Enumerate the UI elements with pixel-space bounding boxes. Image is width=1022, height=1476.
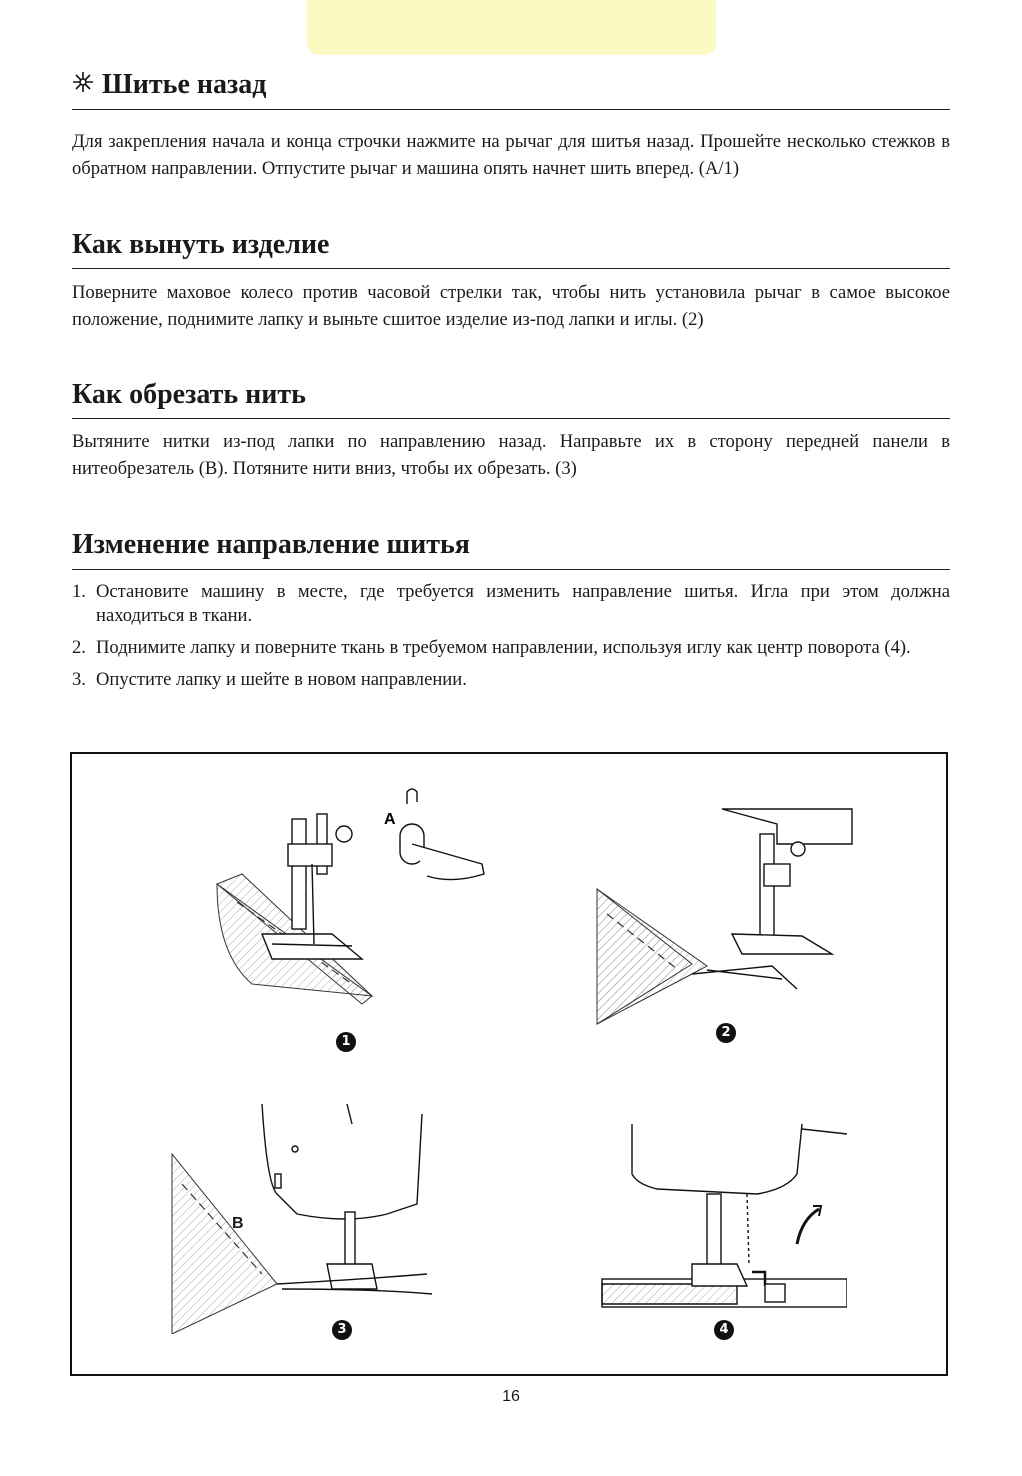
header-tab [307,0,716,55]
figure-badge-3: 3 [332,1320,352,1340]
section-title-text: Шитье назад [102,69,267,100]
section-title-change-direction: Изменение направление шитья [72,529,470,560]
section-text-remove-fabric: Поверните маховое колесо против часовой стрелки так, чтобы нить установила рычаг в самое высокое положение, поднимите лапку и выньте сшитое изделие из-под лапки и иглы. (2) [72,282,950,330]
reverse-lever-icon [400,789,484,880]
list-item: 1. Остановите машину в месте, где требуется изменить направление шитья. Игла при этом должна находиться в ткани. [72,581,950,626]
steps-list [72,580,950,700]
compass-star-icon [72,68,94,102]
figure-1-reverse-sewing [212,784,512,1014]
section-title-cut-thread: Как обрезать нить [72,379,306,410]
figure-2-remove-fabric [592,804,862,1034]
label-b: B [232,1215,244,1232]
divider [72,418,950,419]
divider [72,268,950,269]
section-title-sewing-back [72,68,266,102]
divider [72,569,950,570]
figure-4-change-direction [597,1114,847,1324]
section-text-cut-thread: Вытяните нитки из-под лапки по направлению назад. Направьте их в сторону передней панели в нитеобрезатель (В). Потяните нити вниз, чтобы их обрезать. (3) [72,431,950,479]
divider [72,109,950,110]
figure-badge-1: 1 [336,1032,356,1052]
section-title-remove-fabric: Как вынуть изделие [72,229,330,260]
section-text-sewing-back: Для закрепления начала и конца строчки нажмите на рычаг для шитья назад. Прошейте несколько стежков в обратном направлении. Отпустите рычаг и машина опять начнет шить вперед. (А/1) [72,131,950,179]
figure-badge-4: 4 [714,1320,734,1340]
illustrations-frame [70,752,948,1376]
figure-badge-2: 2 [716,1023,736,1043]
page-number: 16 [502,1388,520,1405]
label-a: A [384,811,396,828]
list-item: 2. Поднимите лапку и поверните ткань в требуемом направлении, используя иглу как центр поворота (4). [72,637,911,658]
figure-3-cut-thread [167,1094,447,1334]
list-item: 3. Опустите лапку и шейте в новом направлении. [72,669,467,690]
